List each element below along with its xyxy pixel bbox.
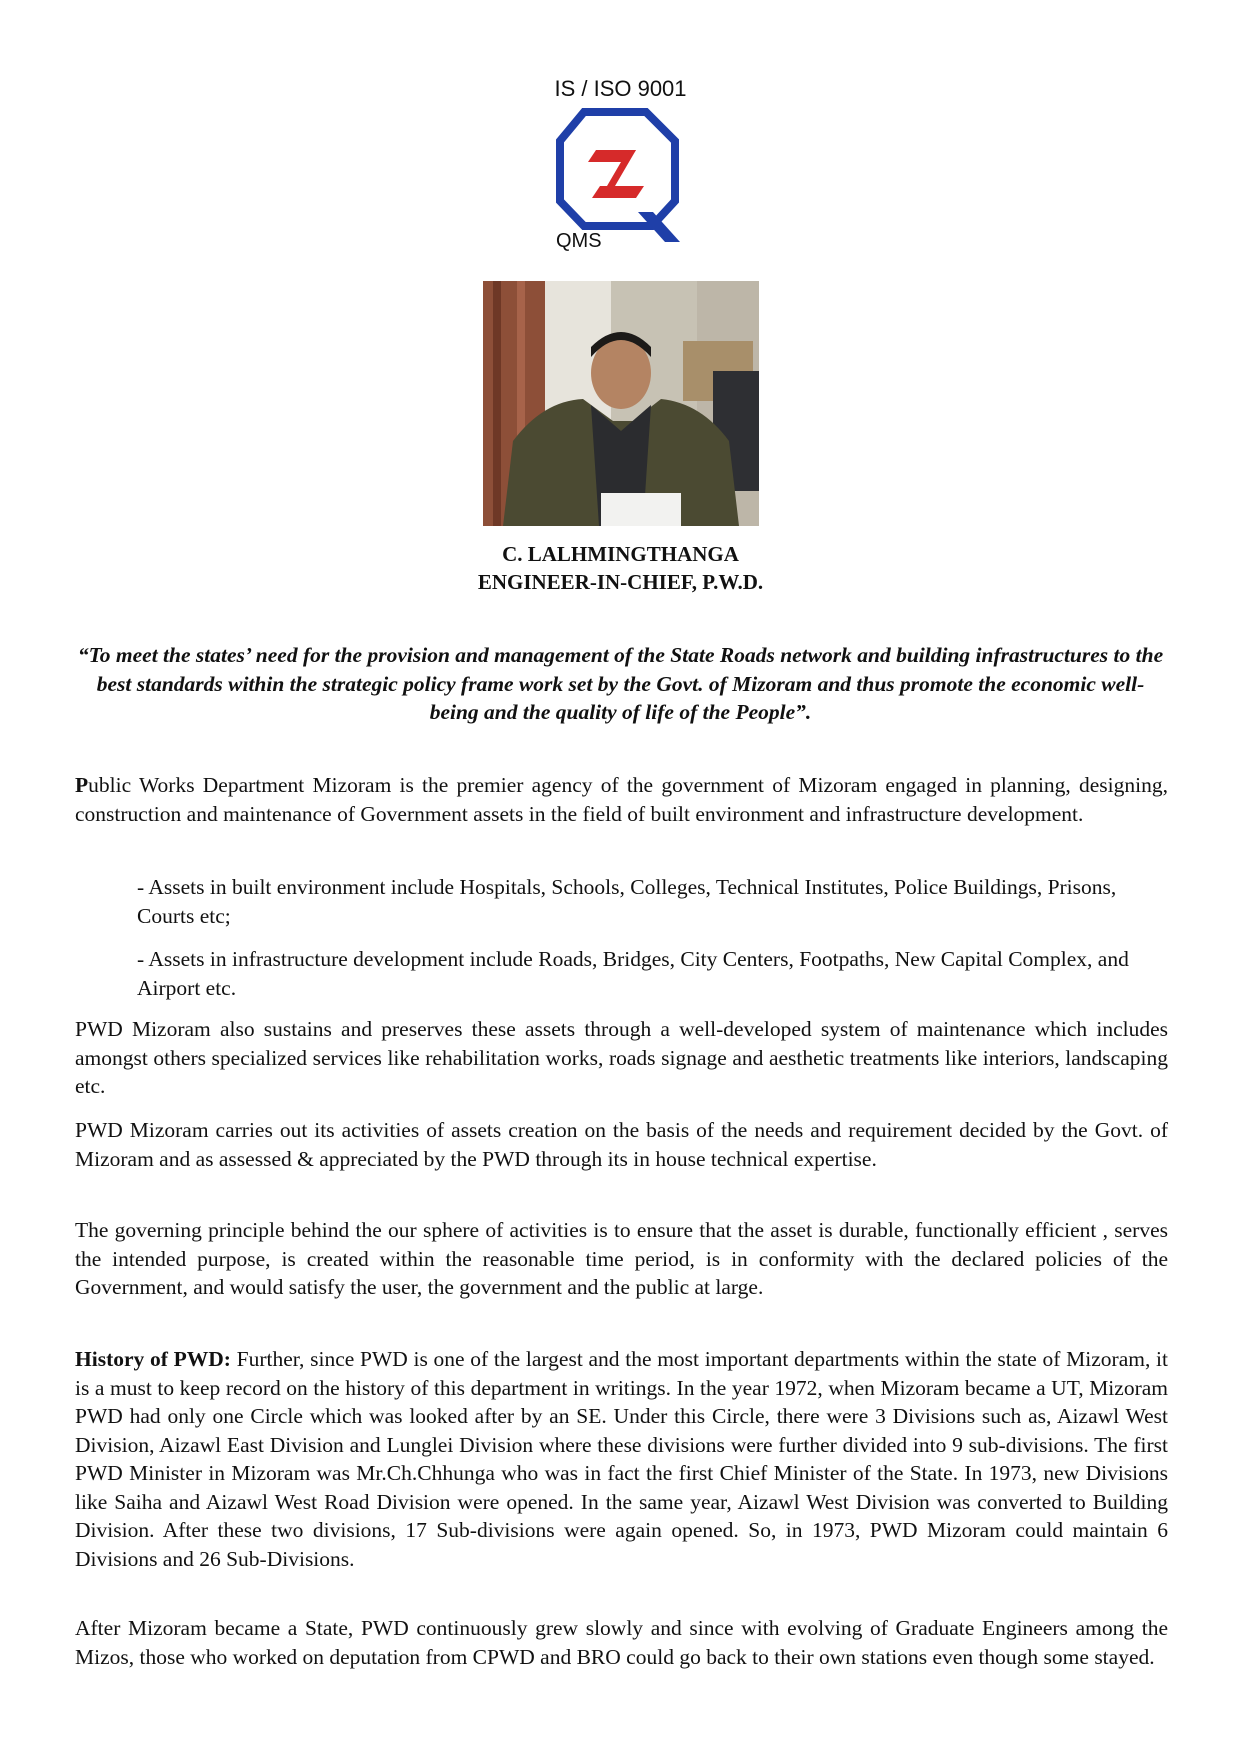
qms-label: QMS — [556, 230, 602, 252]
activities-paragraph: PWD Mizoram carries out its activities of assets creation on the basis of the needs and requirement decided by the Govt. of Mizoram and as assessed & appreciated by the PWD through its in house technical expertise. — [75, 1118, 1168, 1171]
history-text: Further, since PWD is one of the largest and the most important departments within the state of Mizoram, it is a must to keep record on the history of this department in writings. In the year 1972, when Mizoram became a UT, Mizoram PWD had only one Circle which was looked after by an SE. Under this Circle, there were 3 Divisions such as, Aizawl West Division, Aizawl East Division and Lunglei Division where these divisions were further divided into 9 sub-divisions. The first PWD Minister in Mizoram was Mr.Ch.Chhunga who was in fact the first Chief Minister of the State. In 1973, new Divisions like Saiha and Aizawl West Road Division were opened. In the same year, Aizawl West Division was converted to Building Division. After these two divisions, 17 Sub-divisions were again opened. So, in 1973, PWD Mizoram could maintain 6 Divisions and 26 Sub-Divisions. — [75, 1347, 1168, 1571]
officer-portrait-photo — [483, 281, 759, 526]
asset-item: - Assets in built environment include Hospitals, Schools, Colleges, Technical Institutes, Police Buildings, Prisons, Courts etc; — [137, 875, 1117, 928]
history-heading: History of PWD: — [75, 1347, 231, 1371]
officer-block — [0, 540, 1241, 596]
intro-drop-letter: P — [75, 773, 89, 797]
iso-certification: IS / ISO 9001 — [554, 76, 687, 101]
principle-paragraph: The governing principle behind the our sphere of activities is to ensure that the asset is durable, functionally efficient , serves the intended purpose, is created within the reasonable time period, is in conformity with the declared policies of the Government, and would satisfy the user, the government and the public at large. — [75, 1218, 1168, 1299]
qms-logo-icon — [556, 108, 683, 246]
intro-text: ublic Works Department Mizoram is the premier agency of the government of Mizoram engaged in planning, designing, construction and maintenance of Government assets in the field of built environment and infrastructure development. — [75, 773, 1168, 826]
asset-item: - Assets in infrastructure development include Roads, Bridges, City Centers, Footpaths, New Capital Complex, and Airport etc. — [137, 947, 1129, 1000]
officer-designation: ENGINEER-IN-CHIEF, P.W.D. — [477, 570, 764, 594]
intro-paragraph — [75, 771, 1168, 828]
officer-name: C. LALHMINGTHANGA — [502, 542, 739, 566]
vision-statement: “To meet the states’ need for the provision and management of the State Roads network and building infrastructures to the best standards within the strategic policy frame work set by the Govt. of Mizoram and thus promote the economic well-being and the quality of life of the People”. — [77, 643, 1164, 724]
history-paragraph — [75, 1345, 1168, 1573]
maintenance-paragraph: PWD Mizoram also sustains and preserves these assets through a well-developed system of maintenance which includes amongst others specialized services like rehabilitation works, roads signage and aesthetic treatments like interiors, landscaping etc. — [75, 1017, 1168, 1098]
closing-paragraph: After Mizoram became a State, PWD continuously grew slowly and since with evolving of Graduate Engineers among the Mizos, those who worked on deputation from CPWD and BRO could go back to their own stations even though some stayed. — [75, 1616, 1168, 1669]
